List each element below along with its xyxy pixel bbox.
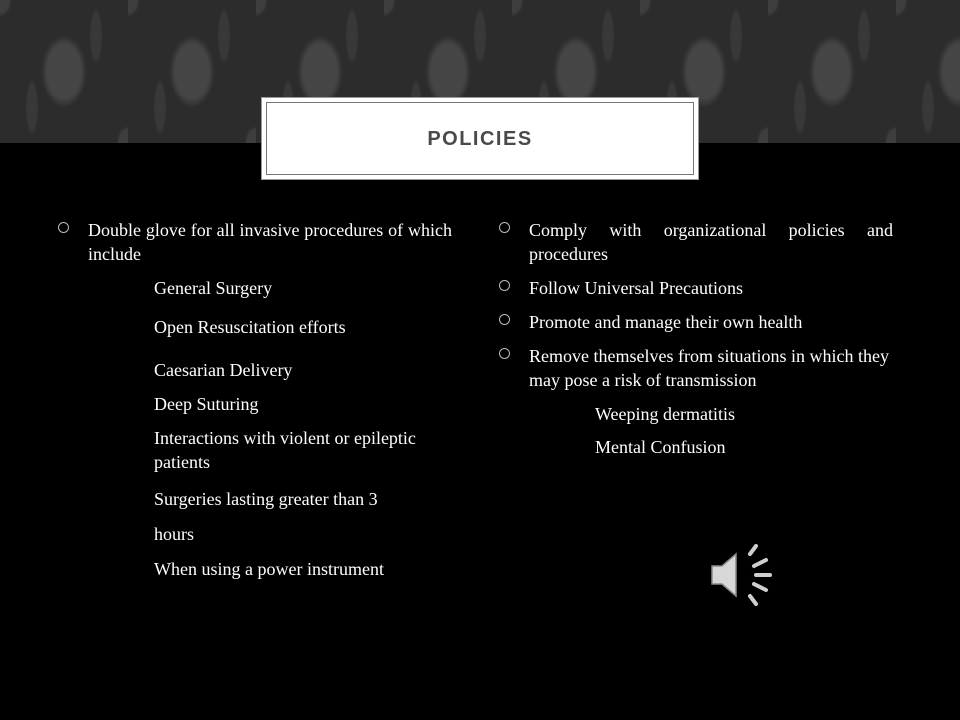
sub-item: Open Resuscitation efforts bbox=[154, 317, 346, 337]
sub-item: Mental Confusion bbox=[595, 437, 726, 457]
left-column bbox=[52, 218, 452, 581]
bullet-item bbox=[493, 276, 893, 300]
sub-item: General Surgery bbox=[154, 278, 273, 298]
circle-bullet-icon bbox=[499, 280, 510, 291]
slide-title: POLICIES bbox=[427, 128, 533, 150]
sub-item: Weeping dermatitis bbox=[595, 404, 736, 424]
bullet-text: Comply with organizational policies and procedures bbox=[529, 220, 893, 264]
sub-item: Deep Suturing bbox=[154, 394, 259, 414]
circle-bullet-icon bbox=[58, 222, 69, 233]
bullet-item bbox=[493, 218, 893, 266]
bullet-item bbox=[493, 344, 893, 392]
sub-item: Interactions with violent or epileptic patients bbox=[154, 428, 416, 472]
right-column bbox=[493, 218, 893, 459]
sub-item: Caesarian Delivery bbox=[154, 360, 293, 380]
bullet-text: Double glove for all invasive procedures of which include bbox=[88, 220, 452, 264]
circle-bullet-icon bbox=[499, 222, 510, 233]
sub-item: When using a power instrument bbox=[154, 559, 384, 579]
sub-item: hours bbox=[154, 524, 194, 544]
circle-bullet-icon bbox=[499, 314, 510, 325]
sub-item: Surgeries lasting greater than 3 bbox=[154, 489, 378, 509]
bullet-item bbox=[52, 218, 452, 266]
title-box bbox=[261, 97, 699, 180]
circle-bullet-icon bbox=[499, 348, 510, 359]
bullet-text: Promote and manage their own health bbox=[529, 312, 803, 332]
speaker-icon[interactable] bbox=[706, 544, 776, 606]
bullet-text: Remove themselves from situations in which they may pose a risk of transmission bbox=[529, 346, 889, 390]
bullet-text: Follow Universal Precautions bbox=[529, 278, 743, 298]
bullet-item bbox=[493, 310, 893, 334]
